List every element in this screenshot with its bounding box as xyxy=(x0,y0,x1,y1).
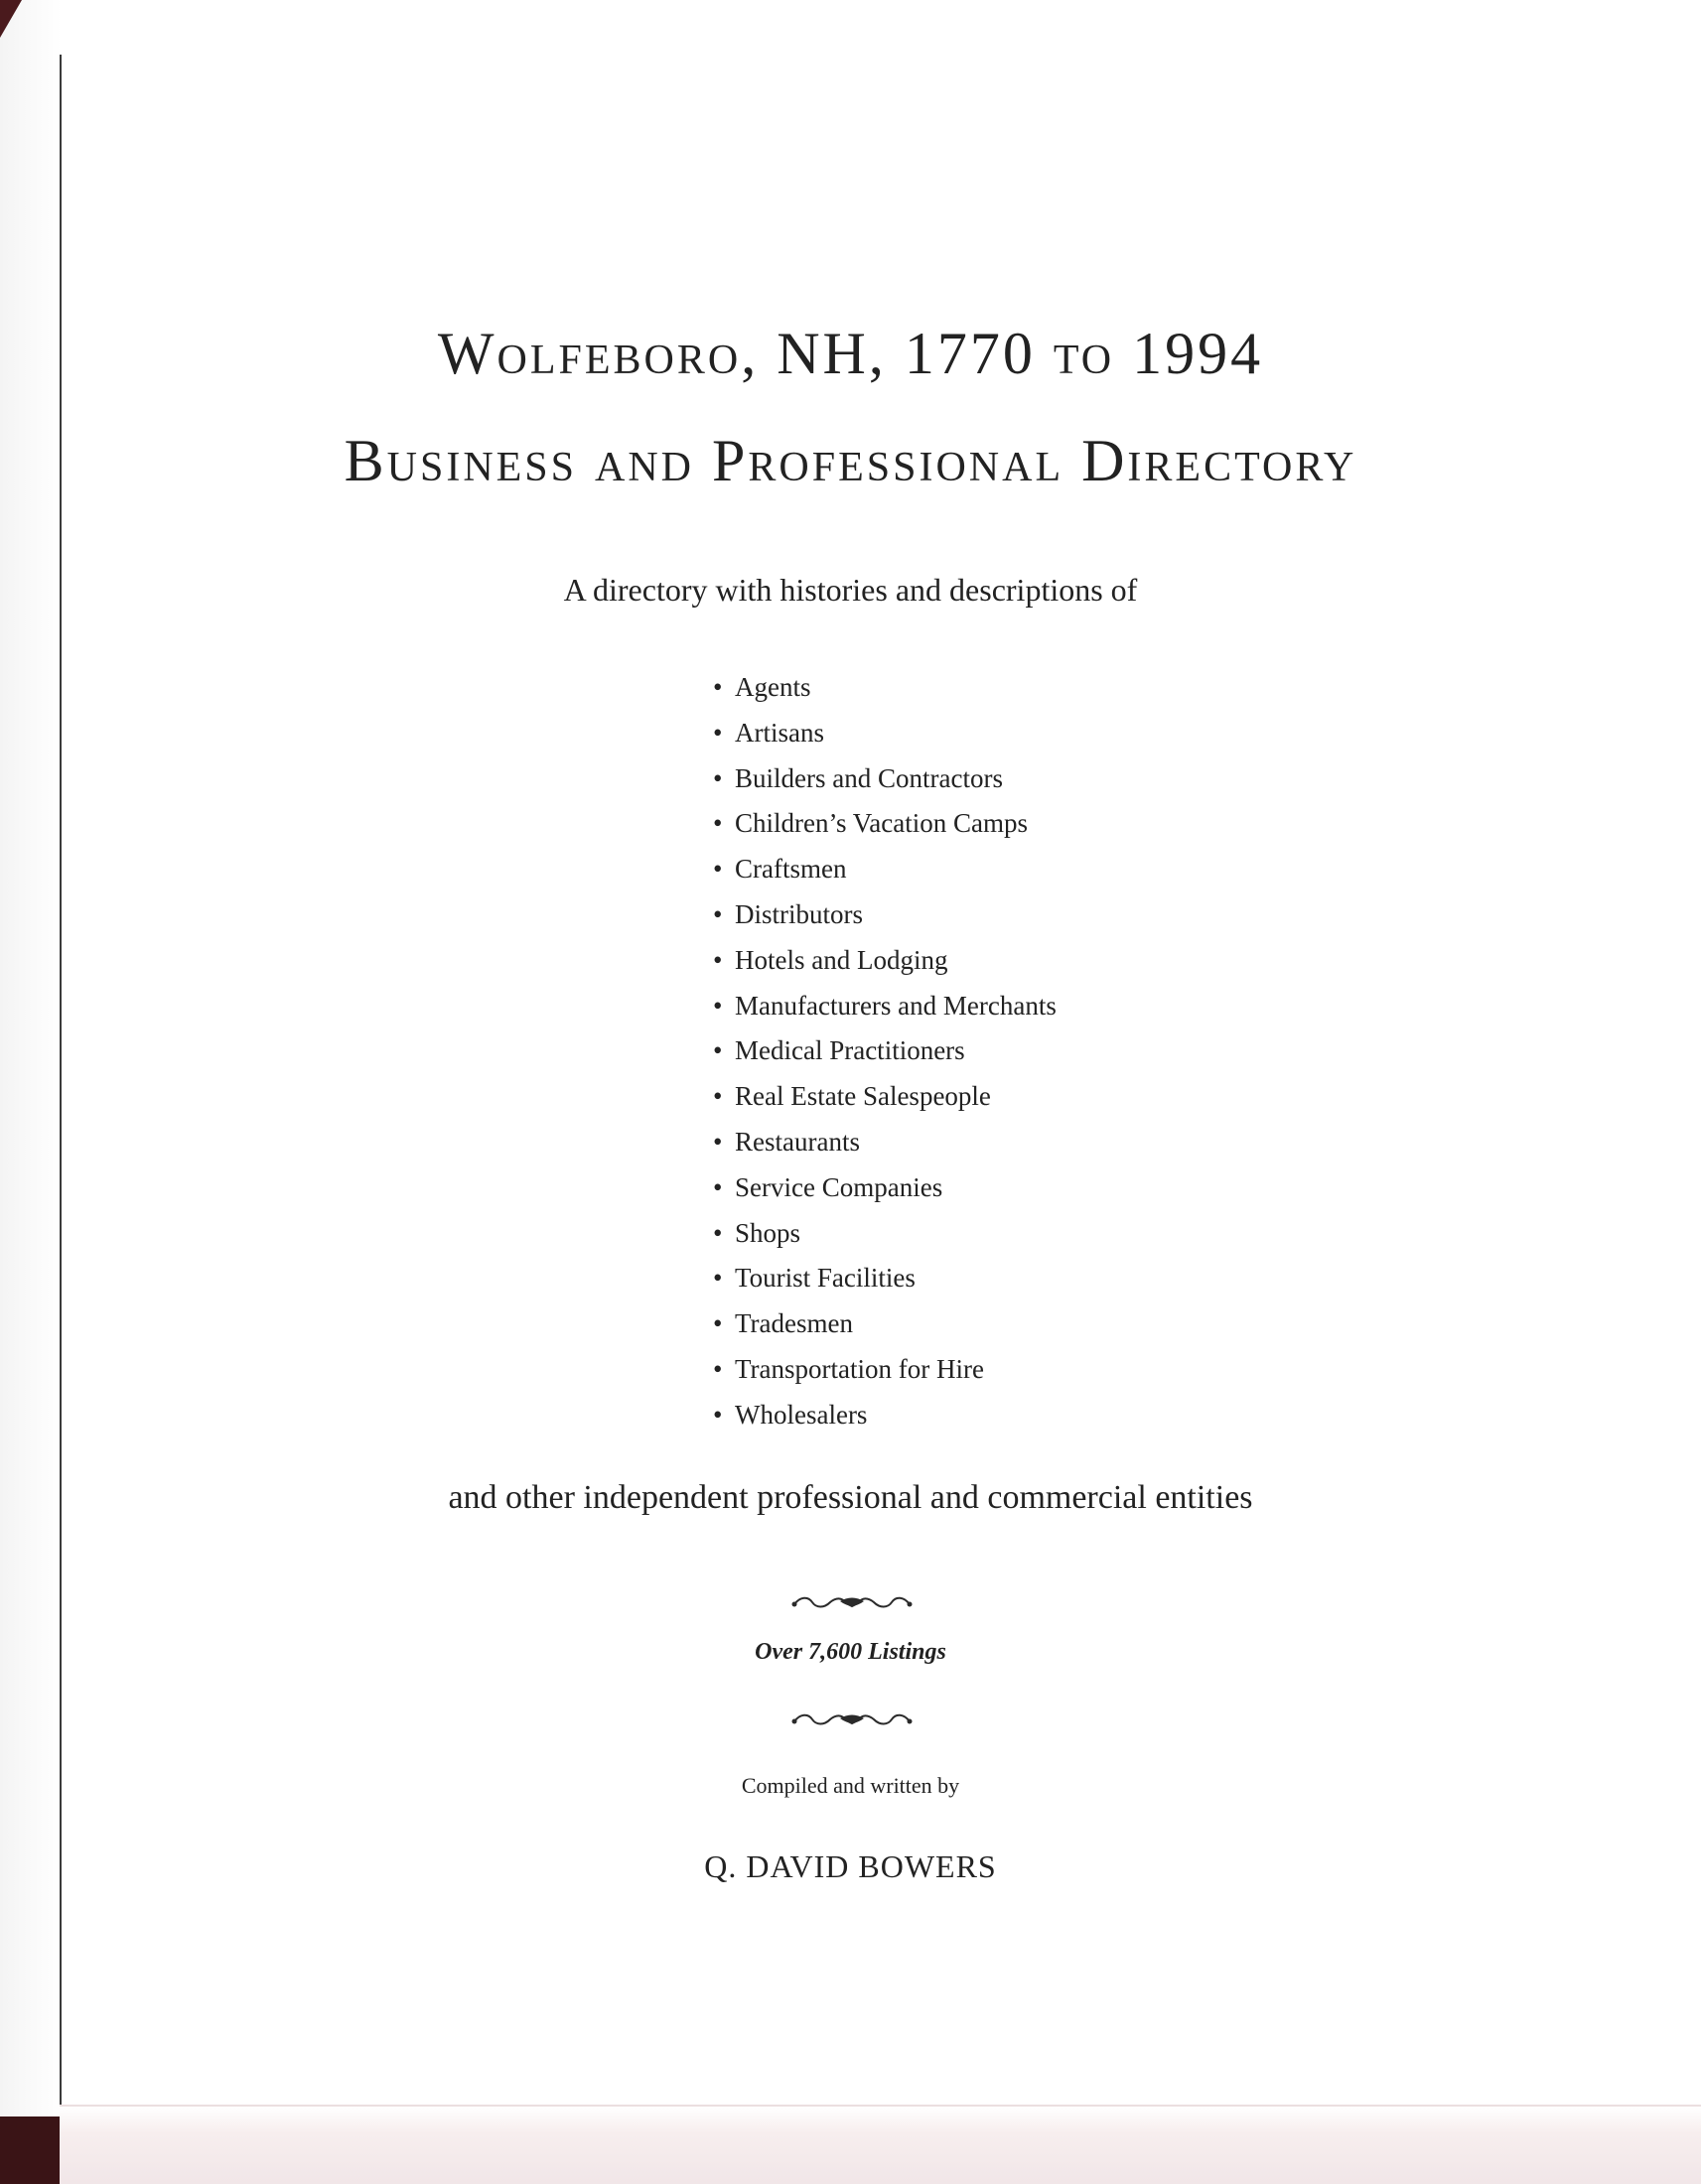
bullet-icon: • xyxy=(713,1217,723,1248)
page-bottom-edge xyxy=(60,2105,1701,2184)
category-label: Hotels and Lodging xyxy=(735,944,948,975)
category-label: Builders and Contractors xyxy=(735,762,1003,793)
category-list-item xyxy=(713,1256,1057,1301)
category-label: Medical Practitioners xyxy=(735,1035,965,1066)
bullet-icon: • xyxy=(713,990,723,1021)
category-label: Shops xyxy=(735,1217,801,1248)
bullet-icon: • xyxy=(713,1399,723,1430)
category-label: Agents xyxy=(735,672,811,702)
bullet-icon: • xyxy=(713,1263,723,1294)
bullet-icon: • xyxy=(713,1081,723,1112)
ornament-divider-icon xyxy=(790,1711,914,1729)
ornament-divider-icon xyxy=(790,1594,914,1612)
category-list-item xyxy=(713,1393,1057,1438)
book-cover-corner-top xyxy=(0,0,22,38)
author-name: Q. DAVID BOWERS xyxy=(704,1848,997,1884)
bullet-icon: • xyxy=(713,854,723,885)
bullet-icon: • xyxy=(713,808,723,839)
category-list-item xyxy=(713,1301,1057,1347)
category-list xyxy=(713,665,1057,1438)
title-line-1: Wolfeboro, NH, 1770 to 1994 xyxy=(437,321,1264,386)
category-list-item xyxy=(713,1211,1057,1257)
category-list-item xyxy=(713,847,1057,892)
category-list-item xyxy=(713,1074,1057,1120)
bullet-icon: • xyxy=(713,944,723,975)
title-line-2: Business and Professional Directory xyxy=(344,428,1357,493)
bullet-icon: • xyxy=(713,672,723,702)
bullet-icon: • xyxy=(713,1353,723,1384)
category-label: Children’s Vacation Camps xyxy=(735,808,1028,839)
category-list-item xyxy=(713,1347,1057,1393)
category-label: Wholesalers xyxy=(735,1399,868,1430)
bullet-icon: • xyxy=(713,1126,723,1157)
category-label: Service Companies xyxy=(735,1171,943,1202)
compiled-by-text: Compiled and written by xyxy=(741,1773,960,1798)
category-label: Transportation for Hire xyxy=(735,1353,984,1384)
bullet-icon: • xyxy=(713,1308,723,1339)
book-cover-corner-bottom xyxy=(0,2116,64,2184)
category-list-item xyxy=(713,938,1057,984)
bullet-icon: • xyxy=(713,762,723,793)
category-label: Craftsmen xyxy=(735,854,847,885)
category-list-item xyxy=(713,801,1057,847)
category-label: Real Estate Salespeople xyxy=(735,1081,991,1112)
bullet-icon: • xyxy=(713,717,723,748)
category-list-item xyxy=(713,1028,1057,1074)
bullet-icon: • xyxy=(713,1035,723,1066)
category-list-item xyxy=(713,711,1057,756)
category-list-item xyxy=(713,756,1057,802)
bullet-icon: • xyxy=(713,898,723,929)
bullet-icon: • xyxy=(713,1171,723,1202)
category-list-item xyxy=(713,984,1057,1029)
category-list-item xyxy=(713,892,1057,938)
category-list-item xyxy=(713,1165,1057,1211)
category-list-item xyxy=(713,665,1057,711)
intro-text: A directory with histories and descriptions of xyxy=(563,572,1138,608)
category-label: Distributors xyxy=(735,898,864,929)
category-list-item xyxy=(713,1120,1057,1165)
category-label: Restaurants xyxy=(735,1126,860,1157)
category-label: Manufacturers and Merchants xyxy=(735,990,1057,1021)
listings-count: Over 7,600 Listings xyxy=(755,1639,946,1665)
category-label: Tourist Facilities xyxy=(735,1263,916,1294)
outro-text: and other independent professional and commercial entities xyxy=(448,1479,1253,1516)
category-label: Tradesmen xyxy=(735,1308,853,1339)
category-label: Artisans xyxy=(735,717,824,748)
